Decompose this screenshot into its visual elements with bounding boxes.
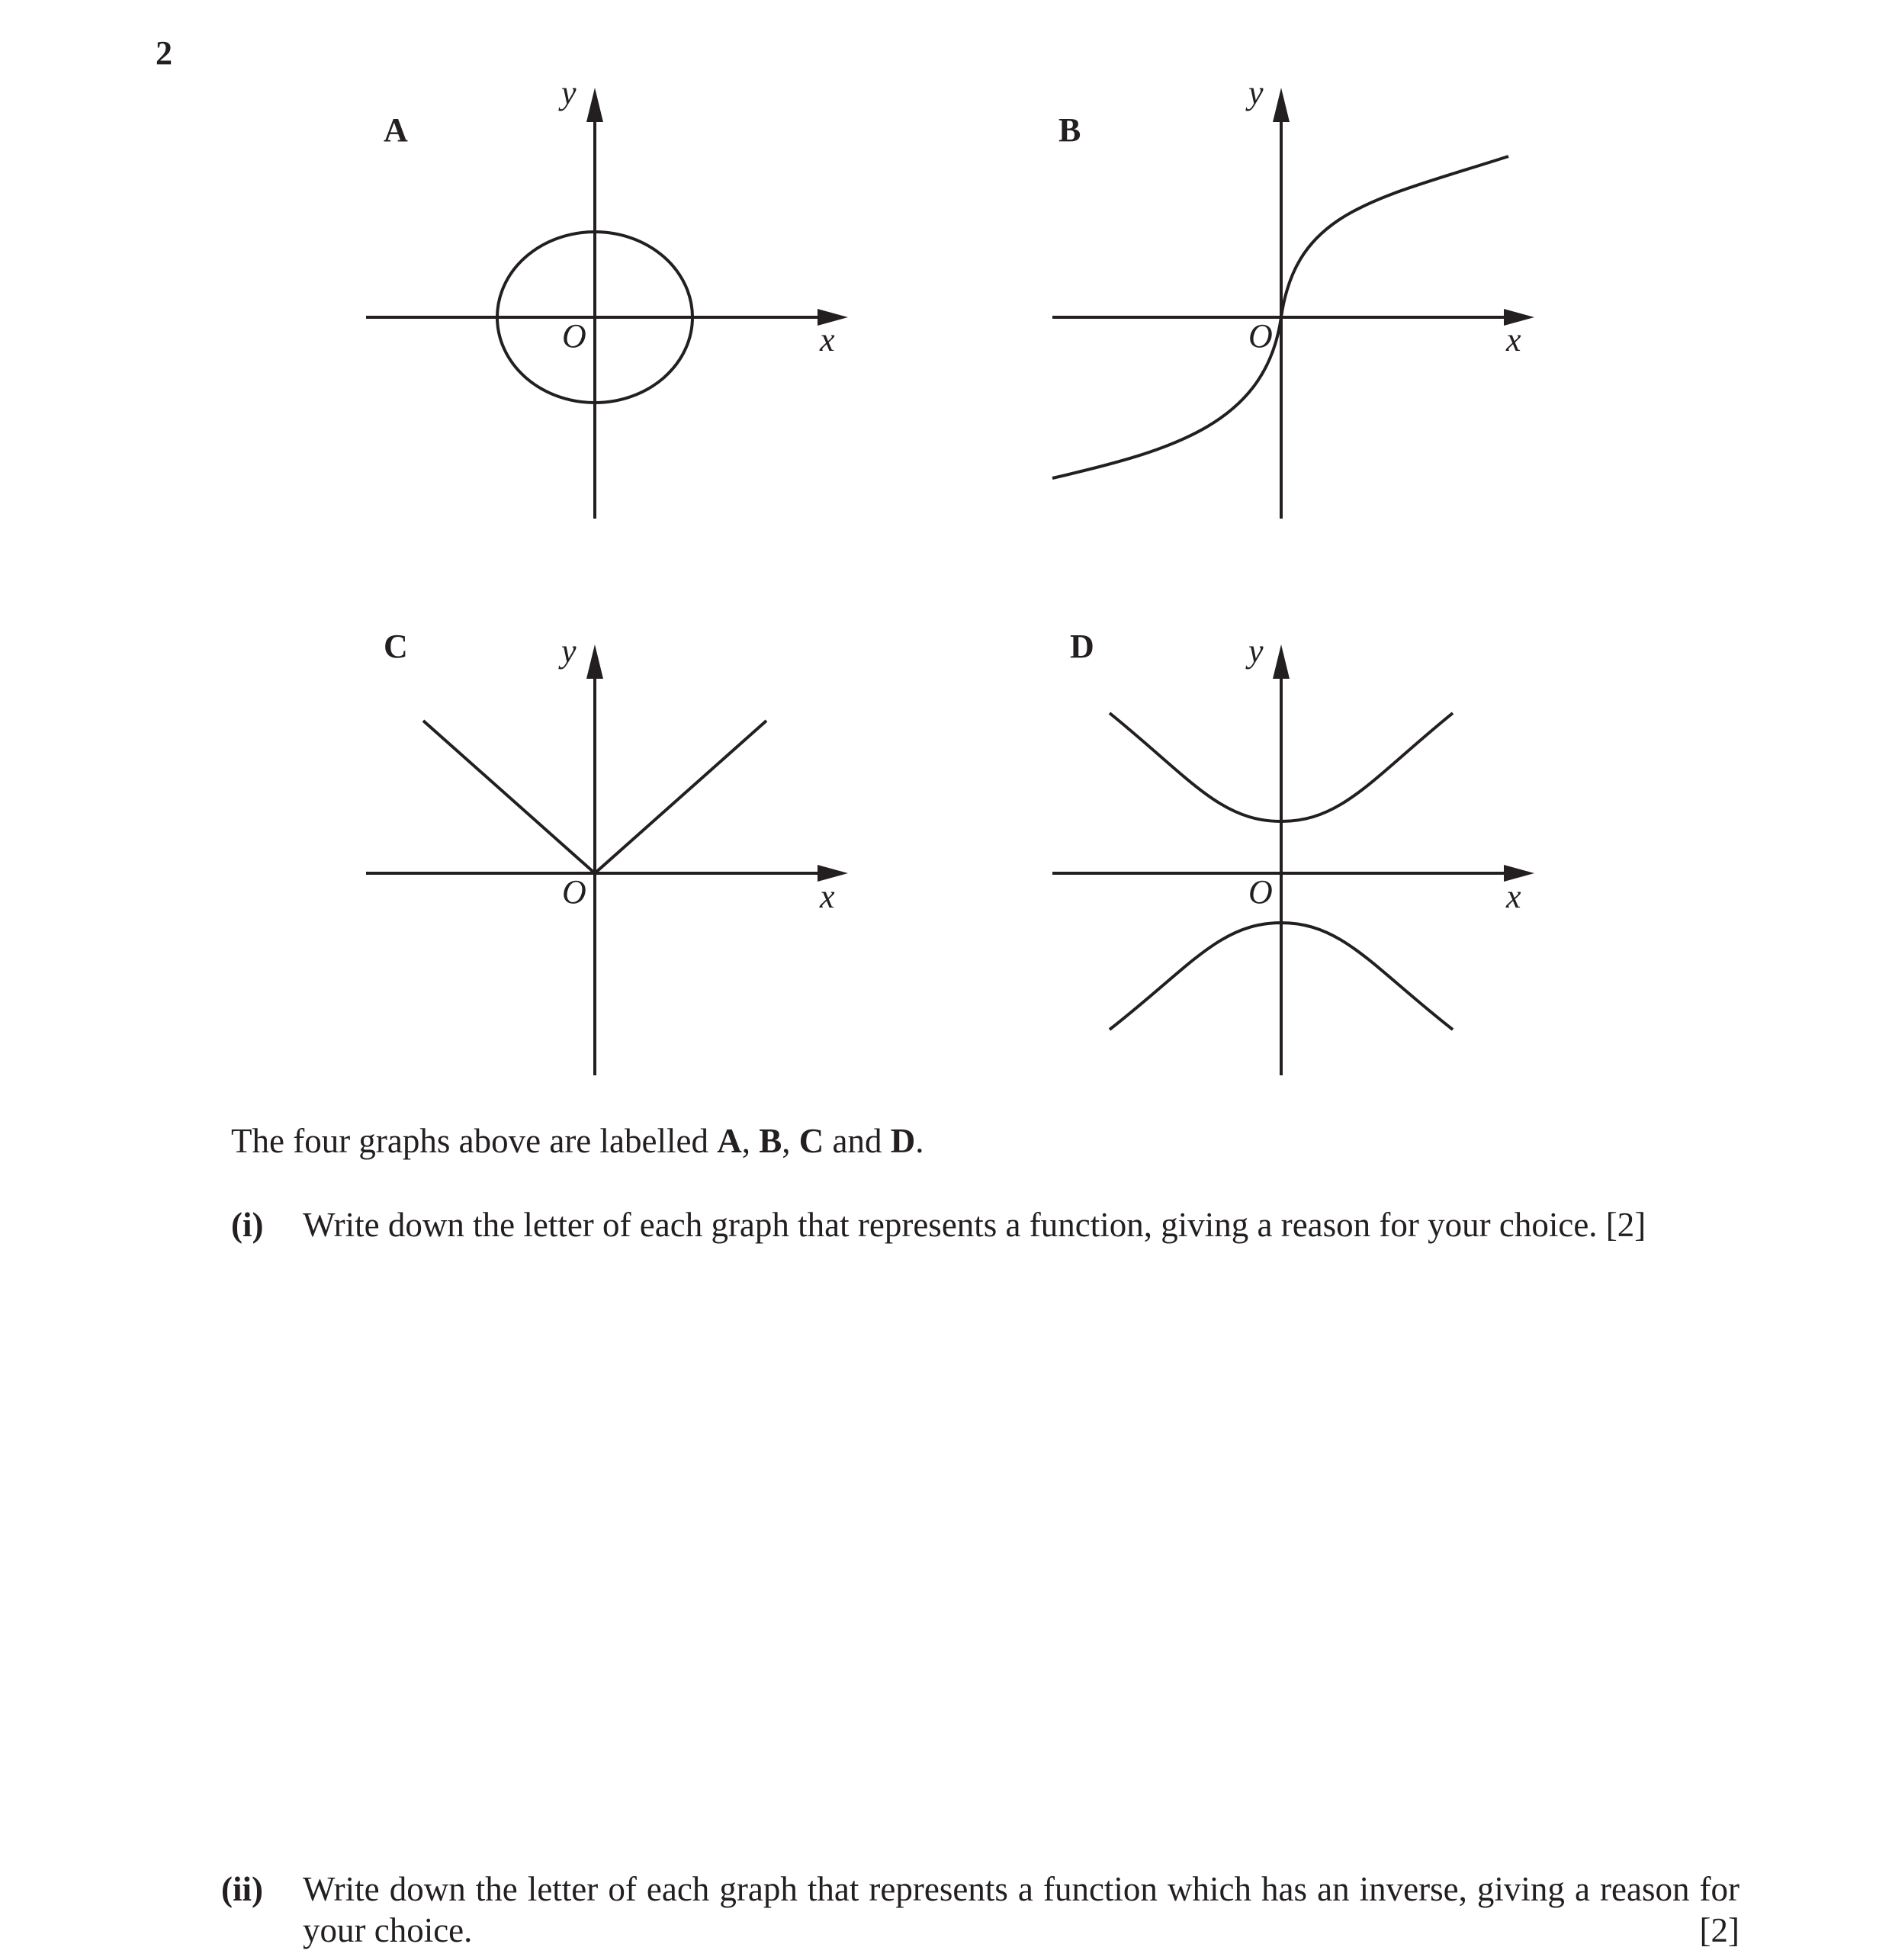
y-axis-label: y <box>1248 632 1264 670</box>
origin-label: O <box>562 317 586 355</box>
graph-letter: C <box>384 628 408 665</box>
origin-label: O <box>1248 317 1273 355</box>
part-i <box>0 1204 1892 1250</box>
graph-letter: D <box>1070 628 1094 665</box>
part-text: Write down the letter of each graph that represents a function, giving a reason for your choice. [2] <box>303 1206 1646 1244</box>
x-axis-label: x <box>820 321 835 358</box>
graph-c <box>366 628 848 1075</box>
graph-letter: A <box>384 111 408 149</box>
graph-letter: B <box>1058 111 1081 149</box>
y-axis-arrow <box>586 88 603 122</box>
origin-label: O <box>1248 873 1273 911</box>
graph-d <box>1052 628 1534 1075</box>
x-axis-label: x <box>1506 321 1521 358</box>
graph-b <box>1052 74 1534 519</box>
y-axis-label: y <box>561 632 577 670</box>
intro-sentence: The four graphs above are labelled A, B, C and D. <box>231 1122 924 1160</box>
marks-label: [2] <box>1699 1911 1739 1949</box>
y-axis-label: y <box>561 74 577 111</box>
y-axis-arrow <box>1273 644 1290 679</box>
part-label: (ii) <box>221 1870 263 1908</box>
origin-label: O <box>562 873 586 911</box>
part-ii <box>0 1868 1892 1960</box>
x-axis-label: x <box>820 878 835 915</box>
y-axis-arrow <box>586 644 603 679</box>
graph-a <box>366 74 848 519</box>
y-axis-arrow <box>1273 88 1290 122</box>
question-number: 2 <box>156 34 172 72</box>
part-text: Write down the letter of each graph that represents a function which has an inverse, giving a reason for your choice. <box>303 1870 1739 1949</box>
part-label: (i) <box>231 1206 264 1244</box>
y-axis-label: y <box>1248 74 1264 111</box>
x-axis-label: x <box>1506 878 1521 915</box>
